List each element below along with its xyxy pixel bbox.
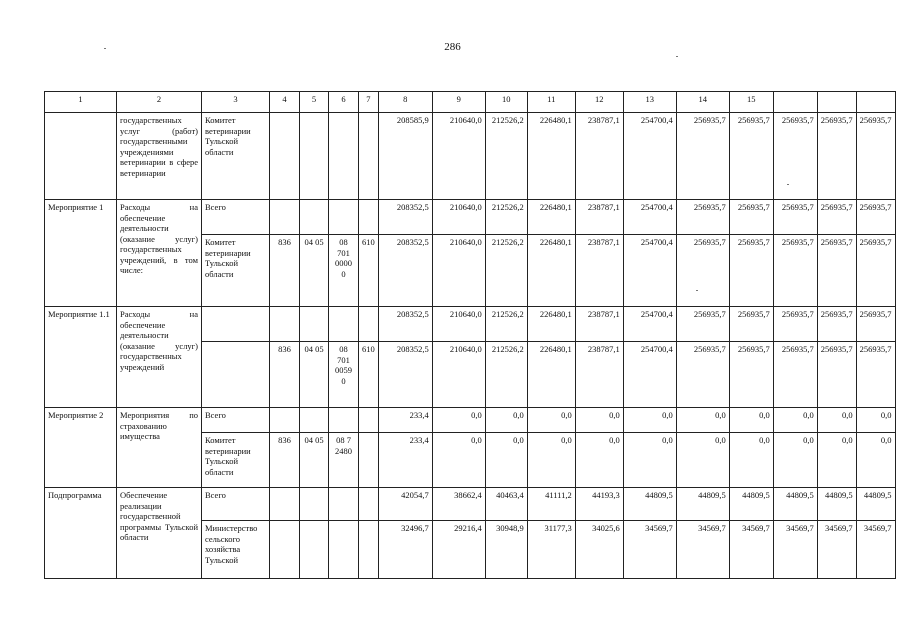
activity-cell: Мероприятие 1.1 bbox=[45, 307, 117, 408]
activity-cell: Подпрограмма bbox=[45, 488, 117, 579]
executor-cell: Всего bbox=[202, 408, 270, 433]
value-cell: 44809,5 bbox=[817, 488, 856, 521]
value-cell: 44809,5 bbox=[623, 488, 676, 521]
code-cell: 04 05 bbox=[300, 433, 329, 488]
value-cell: 208352,5 bbox=[378, 307, 432, 342]
code-cell bbox=[270, 521, 300, 579]
value-cell: 34569,7 bbox=[676, 521, 729, 579]
value-cell: 34025,6 bbox=[575, 521, 623, 579]
table-body bbox=[45, 92, 896, 579]
value-cell: 256935,7 bbox=[817, 200, 856, 235]
value-cell: 210640,0 bbox=[432, 342, 485, 408]
executor-cell: Всего bbox=[202, 200, 270, 235]
description-cell: Расходы на обеспечение деятельности (оказание услуг) государственных учреждений bbox=[117, 307, 202, 408]
value-cell: 210640,0 bbox=[432, 307, 485, 342]
empty-cell bbox=[359, 488, 379, 521]
value-cell: 208352,5 bbox=[378, 200, 432, 235]
empty-cell bbox=[329, 113, 359, 200]
value-cell: 0,0 bbox=[817, 433, 856, 488]
value-cell: 226480,1 bbox=[527, 307, 575, 342]
value-cell: 226480,1 bbox=[527, 235, 575, 307]
description-cell: государственных услуг (работ) государственными учреждениями ветеринарии в сфере ветеринарии bbox=[117, 113, 202, 200]
value-cell: 0,0 bbox=[527, 433, 575, 488]
value-cell: 238787,1 bbox=[575, 307, 623, 342]
executor-cell: Министерство сельского хозяйства Тульской bbox=[202, 521, 270, 579]
code-cell: 08 701 0059 0 bbox=[329, 342, 359, 408]
value-cell: 44809,5 bbox=[856, 488, 895, 521]
value-cell: 0,0 bbox=[773, 408, 817, 433]
value-cell: 256935,7 bbox=[817, 235, 856, 307]
empty-cell bbox=[270, 113, 300, 200]
column-header bbox=[773, 92, 817, 113]
description-cell: Мероприятия по страхованию имущества bbox=[117, 408, 202, 488]
value-cell: 34569,7 bbox=[773, 521, 817, 579]
value-cell: 34569,7 bbox=[856, 521, 895, 579]
value-cell: 34569,7 bbox=[729, 521, 773, 579]
value-cell: 0,0 bbox=[856, 433, 895, 488]
value-cell: 31177,3 bbox=[527, 521, 575, 579]
column-header: 6 bbox=[329, 92, 359, 113]
header-row bbox=[45, 92, 896, 113]
value-cell: 238787,1 bbox=[575, 235, 623, 307]
value-cell: 0,0 bbox=[729, 408, 773, 433]
empty-cell bbox=[329, 200, 359, 235]
value-cell: 0,0 bbox=[575, 433, 623, 488]
empty-cell bbox=[329, 408, 359, 433]
value-cell: 233,4 bbox=[378, 408, 432, 433]
value-cell: 238787,1 bbox=[575, 200, 623, 235]
column-header bbox=[817, 92, 856, 113]
value-cell: 0,0 bbox=[856, 408, 895, 433]
scan-speck bbox=[104, 48, 106, 49]
value-cell: 208352,5 bbox=[378, 342, 432, 408]
code-cell bbox=[300, 521, 329, 579]
executor-cell: Всего bbox=[202, 488, 270, 521]
value-cell: 256935,7 bbox=[856, 200, 895, 235]
value-cell: 256935,7 bbox=[729, 113, 773, 200]
value-cell: 256935,7 bbox=[773, 113, 817, 200]
code-cell bbox=[359, 433, 379, 488]
value-cell: 0,0 bbox=[485, 408, 527, 433]
empty-cell bbox=[270, 408, 300, 433]
value-cell: 233,4 bbox=[378, 433, 432, 488]
column-header: 14 bbox=[676, 92, 729, 113]
value-cell: 44193,3 bbox=[575, 488, 623, 521]
value-cell: 210640,0 bbox=[432, 200, 485, 235]
value-cell: 212526,2 bbox=[485, 200, 527, 235]
value-cell: 0,0 bbox=[432, 433, 485, 488]
value-cell: 256935,7 bbox=[773, 200, 817, 235]
value-cell: 256935,7 bbox=[729, 235, 773, 307]
empty-cell bbox=[300, 488, 329, 521]
code-cell: 836 bbox=[270, 433, 300, 488]
value-cell: 0,0 bbox=[773, 433, 817, 488]
value-cell: 256935,7 bbox=[856, 113, 895, 200]
column-header: 7 bbox=[359, 92, 379, 113]
empty-cell bbox=[300, 307, 329, 342]
code-cell: 610 bbox=[359, 342, 379, 408]
value-cell: 256935,7 bbox=[729, 342, 773, 408]
value-cell: 44809,5 bbox=[729, 488, 773, 521]
value-cell: 256935,7 bbox=[817, 342, 856, 408]
value-cell: 0,0 bbox=[485, 433, 527, 488]
value-cell: 256935,7 bbox=[856, 342, 895, 408]
empty-cell bbox=[300, 200, 329, 235]
code-cell: 836 bbox=[270, 235, 300, 307]
value-cell: 34569,7 bbox=[817, 521, 856, 579]
executor-cell: Комитет ветеринарии Тульской области bbox=[202, 433, 270, 488]
empty-cell bbox=[270, 488, 300, 521]
value-cell: 254700,4 bbox=[623, 200, 676, 235]
value-cell: 34569,7 bbox=[623, 521, 676, 579]
activity-cell: Мероприятие 1 bbox=[45, 200, 117, 307]
value-cell: 226480,1 bbox=[527, 113, 575, 200]
code-cell: 08 7 2480 bbox=[329, 433, 359, 488]
scan-speck bbox=[676, 56, 678, 57]
value-cell: 212526,2 bbox=[485, 307, 527, 342]
value-cell: 44809,5 bbox=[676, 488, 729, 521]
table-row bbox=[45, 113, 896, 200]
value-cell: 0,0 bbox=[575, 408, 623, 433]
column-header: 13 bbox=[623, 92, 676, 113]
column-header: 10 bbox=[485, 92, 527, 113]
empty-cell bbox=[270, 307, 300, 342]
table-row bbox=[45, 307, 896, 342]
value-cell: 256935,7 bbox=[729, 307, 773, 342]
table-row bbox=[45, 408, 896, 433]
value-cell: 40463,4 bbox=[485, 488, 527, 521]
column-header: 8 bbox=[378, 92, 432, 113]
value-cell: 256935,7 bbox=[856, 235, 895, 307]
column-header: 3 bbox=[202, 92, 270, 113]
empty-cell bbox=[329, 307, 359, 342]
column-header: 1 bbox=[45, 92, 117, 113]
empty-cell bbox=[45, 113, 117, 200]
empty-cell bbox=[300, 113, 329, 200]
value-cell: 256935,7 bbox=[676, 235, 729, 307]
description-cell: Расходы на обеспечение деятельности (оказание услуг) государственных учреждений, в том числе: bbox=[117, 200, 202, 307]
table-row bbox=[45, 200, 896, 235]
value-cell: 256935,7 bbox=[676, 200, 729, 235]
value-cell: 42054,7 bbox=[378, 488, 432, 521]
code-cell bbox=[359, 521, 379, 579]
empty-cell bbox=[359, 113, 379, 200]
activity-cell: Мероприятие 2 bbox=[45, 408, 117, 488]
code-cell: 610 bbox=[359, 235, 379, 307]
value-cell: 254700,4 bbox=[623, 342, 676, 408]
value-cell: 256935,7 bbox=[676, 307, 729, 342]
column-header bbox=[856, 92, 895, 113]
executor-cell: Комитет ветеринарии Тульской области bbox=[202, 235, 270, 307]
empty-cell bbox=[359, 307, 379, 342]
executor-cell: Комитет ветеринарии Тульской области bbox=[202, 113, 270, 200]
value-cell: 256935,7 bbox=[676, 342, 729, 408]
value-cell: 0,0 bbox=[527, 408, 575, 433]
value-cell: 38662,4 bbox=[432, 488, 485, 521]
column-header: 9 bbox=[432, 92, 485, 113]
value-cell: 256935,7 bbox=[773, 307, 817, 342]
code-cell bbox=[329, 521, 359, 579]
description-cell: Обеспечение реализации государственной программы Тульской области bbox=[117, 488, 202, 579]
table-row bbox=[45, 488, 896, 521]
value-cell: 256935,7 bbox=[773, 235, 817, 307]
value-cell: 32496,7 bbox=[378, 521, 432, 579]
column-header: 5 bbox=[300, 92, 329, 113]
value-cell: 0,0 bbox=[432, 408, 485, 433]
empty-cell bbox=[359, 408, 379, 433]
column-header: 2 bbox=[117, 92, 202, 113]
empty-cell bbox=[359, 200, 379, 235]
value-cell: 212526,2 bbox=[485, 113, 527, 200]
empty-cell bbox=[270, 200, 300, 235]
value-cell: 0,0 bbox=[817, 408, 856, 433]
value-cell: 256935,7 bbox=[856, 307, 895, 342]
value-cell: 238787,1 bbox=[575, 342, 623, 408]
value-cell: 0,0 bbox=[676, 433, 729, 488]
column-header: 11 bbox=[527, 92, 575, 113]
value-cell: 30948,9 bbox=[485, 521, 527, 579]
value-cell: 256935,7 bbox=[676, 113, 729, 200]
code-cell: 04 05 bbox=[300, 235, 329, 307]
value-cell: 256935,7 bbox=[817, 113, 856, 200]
value-cell: 254700,4 bbox=[623, 307, 676, 342]
value-cell: 0,0 bbox=[623, 408, 676, 433]
value-cell: 256935,7 bbox=[729, 200, 773, 235]
value-cell: 226480,1 bbox=[527, 200, 575, 235]
value-cell: 256935,7 bbox=[817, 307, 856, 342]
code-cell: 04 05 bbox=[300, 342, 329, 408]
value-cell: 29216,4 bbox=[432, 521, 485, 579]
value-cell: 210640,0 bbox=[432, 113, 485, 200]
value-cell: 210640,0 bbox=[432, 235, 485, 307]
column-header: 15 bbox=[729, 92, 773, 113]
budget-table bbox=[44, 91, 896, 579]
value-cell: 212526,2 bbox=[485, 235, 527, 307]
column-header: 4 bbox=[270, 92, 300, 113]
value-cell: 0,0 bbox=[676, 408, 729, 433]
value-cell: 44809,5 bbox=[773, 488, 817, 521]
executor-cell bbox=[202, 307, 270, 342]
code-cell: 836 bbox=[270, 342, 300, 408]
value-cell: 254700,4 bbox=[623, 235, 676, 307]
value-cell: 226480,1 bbox=[527, 342, 575, 408]
value-cell: 208352,5 bbox=[378, 235, 432, 307]
value-cell: 212526,2 bbox=[485, 342, 527, 408]
column-header: 12 bbox=[575, 92, 623, 113]
executor-cell bbox=[202, 342, 270, 408]
value-cell: 208585,9 bbox=[378, 113, 432, 200]
empty-cell bbox=[300, 408, 329, 433]
code-cell: 08 701 0000 0 bbox=[329, 235, 359, 307]
value-cell: 0,0 bbox=[729, 433, 773, 488]
value-cell: 238787,1 bbox=[575, 113, 623, 200]
page-number: 286 bbox=[444, 41, 461, 53]
value-cell: 256935,7 bbox=[773, 342, 817, 408]
value-cell: 41111,2 bbox=[527, 488, 575, 521]
empty-cell bbox=[329, 488, 359, 521]
value-cell: 254700,4 bbox=[623, 113, 676, 200]
value-cell: 0,0 bbox=[623, 433, 676, 488]
